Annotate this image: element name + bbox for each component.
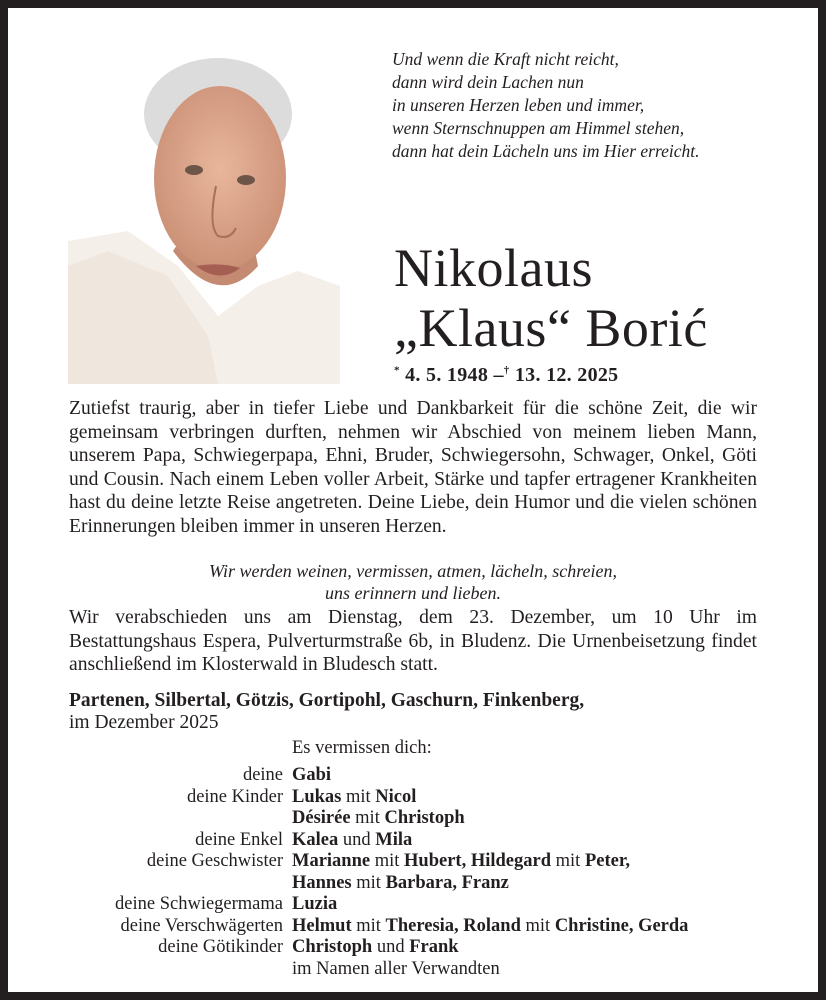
obituary-text: Zutiefst traurig, aber in tiefer Liebe und Dankbarkeit für die schöne Zeit, die wir gemeinsam verbringen durften, nehmen wir Abschied von meinem lieben Mann, unserem Papa, Schwiegerpapa, Ehni, Bruder, Schwiegersohn, Schwager, Onkel, Göti und Cousin. Nach einem Leben voller Arbeit, Stärke und tapfer ertragener Krankheiten hast du deine letzte Reise angetreten. Deine Liebe, dein Humor und die vielen schönen Erinnerungen bleiben immer in unseren Herzen. bbox=[69, 398, 757, 537]
verse bbox=[69, 560, 757, 604]
mourners-list bbox=[0, 765, 826, 980]
relation-label bbox=[0, 873, 292, 895]
mourner-names: Gabi bbox=[292, 765, 332, 785]
date-line: im Dezember 2025 bbox=[69, 712, 219, 733]
mourner-names: Helmut mit Theresia, Roland mit Christine, Gerda bbox=[292, 915, 689, 936]
poem-line: in unseren Herzen leben und immer, bbox=[392, 95, 645, 115]
death-cross-icon: † bbox=[503, 364, 510, 377]
nickname-surname: „Klaus“ Borić bbox=[394, 298, 708, 358]
mourner-row bbox=[0, 959, 826, 981]
mourner-names: Christoph und Frank bbox=[292, 937, 459, 957]
relation-label: deine Geschwister bbox=[146, 851, 283, 871]
mourner-row bbox=[0, 873, 826, 895]
birth-date: 4. 5. 1948 bbox=[405, 364, 489, 386]
relation-label: deine bbox=[242, 765, 283, 785]
birth-star-icon: * bbox=[394, 364, 400, 377]
verse-line: uns erinnern und lieben. bbox=[325, 583, 501, 603]
poem-line: dann wird dein Lachen nun bbox=[392, 72, 584, 92]
mourner-names: Kalea und Mila bbox=[292, 829, 413, 850]
mourner-row bbox=[0, 787, 826, 809]
mourner-names: im Namen aller Verwandten bbox=[292, 958, 500, 979]
mourner-names: Luzia bbox=[292, 894, 338, 914]
mourner-row bbox=[0, 830, 826, 852]
service-announcement: Wir verabschieden uns am Dienstag, dem 23. Dezember, um 10 Uhr im Bestattungshaus Espera, Pulverturmstraße 6b, in Bludenz. Die Urnenbeisetzung findet anschließend im Klosterwald in Bludesch statt. bbox=[69, 607, 757, 675]
relation-label: deine Schwiegermama bbox=[115, 894, 283, 914]
mourner-names: Marianne mit Hubert, Hildegard mit Peter, bbox=[292, 851, 630, 871]
mourner-names: Lukas mit Nicol bbox=[292, 786, 417, 807]
first-name: Nikolaus bbox=[394, 238, 593, 298]
poem-line: dann hat dein Lächeln uns im Hier erreicht. bbox=[392, 141, 700, 161]
mourner-row bbox=[0, 765, 826, 787]
places-list: Partenen, Silbertal, Götzis, Gortipohl, Gaschurn, Finkenberg, bbox=[69, 690, 585, 711]
mourner-row bbox=[0, 808, 826, 830]
places-date bbox=[69, 690, 769, 734]
mourner-names: Désirée mit Christoph bbox=[292, 808, 465, 828]
date-separator: – bbox=[493, 364, 504, 386]
deceased-name bbox=[394, 238, 708, 358]
life-dates bbox=[394, 364, 618, 387]
death-date: 13. 12. 2025 bbox=[514, 364, 619, 386]
poem-line: wenn Sternschnuppen am Himmel stehen, bbox=[392, 118, 685, 138]
mourners-heading: Es vermissen dich: bbox=[292, 738, 432, 758]
mourner-row bbox=[0, 851, 826, 873]
relation-label bbox=[0, 808, 292, 830]
mourner-names: Hannes mit Barbara, Franz bbox=[292, 872, 509, 893]
portrait-photo bbox=[68, 36, 340, 384]
relation-label: deine Verschwägerten bbox=[120, 915, 283, 936]
relation-label bbox=[0, 959, 292, 981]
relation-label: deine Kinder bbox=[186, 786, 283, 807]
relation-label: deine Enkel bbox=[195, 829, 283, 850]
poem-line: Und wenn die Kraft nicht reicht, bbox=[392, 49, 619, 69]
relation-label: deine Götikinder bbox=[158, 937, 283, 957]
mourner-row bbox=[0, 937, 826, 959]
verse-line: Wir werden weinen, vermissen, atmen, lächeln, schreien, bbox=[208, 561, 618, 581]
poem bbox=[392, 48, 792, 163]
mourner-row bbox=[0, 894, 826, 916]
mourner-row bbox=[0, 916, 826, 938]
